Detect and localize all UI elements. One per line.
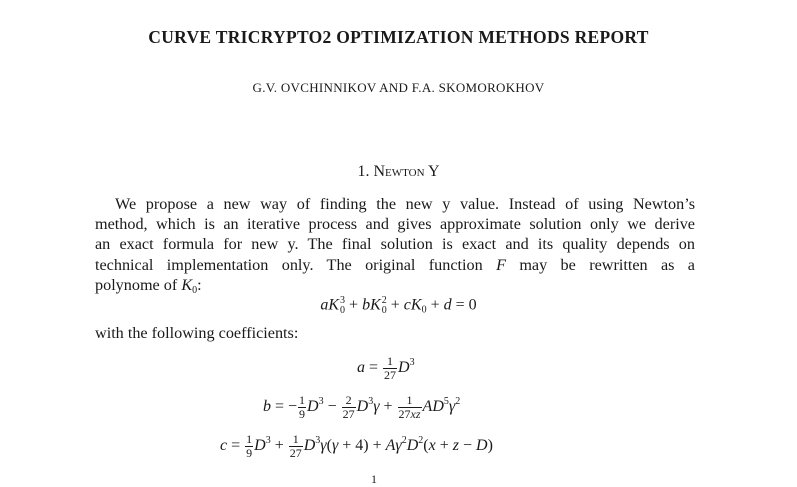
truncated-equation-fragment: 1 — [371, 472, 377, 486]
section-title: Newton Y — [373, 163, 440, 180]
coefficients-intro: with the following coefficients: — [95, 324, 299, 342]
paper-authors: G.V. OVCHINNIKOV AND F.A. SKOMOROKHOV — [252, 80, 545, 95]
intro-paragraph — [95, 194, 695, 295]
section-heading — [0, 163, 797, 181]
paragraph-line: We propose a new way of finding the new y value. Instead of using Newton’s — [115, 195, 695, 213]
coefficient-b-equation: b = − $\frac{1}{9}$ $D^3$ − $\frac{2}{27}$ $D^3\gamma$ + $\frac{1}{27xz}$ $AD^5\gamma^2$ — [263, 393, 461, 421]
coefficient-c-equation: c = $\frac{1}{9}$ $D^3$ + $\frac{1}{27}$ $D^3\gamma(\gamma + 4) + A\gamma^2D^2(x + z - D)$ — [220, 432, 493, 460]
paragraph-line: polynome of $K_0$: — [95, 275, 202, 296]
paragraph-line: technical implementation only. The original function F may be rewritten as a — [95, 255, 695, 274]
paragraph-line: an exact formula for new y. The final solution is exact and its quality depends on — [95, 235, 695, 254]
coefficient-a-equation: a = $\frac{1}{27}$ $D^3$ — [357, 354, 415, 382]
paragraph-line: method, which is an iterative process and gives approximate solution only we derive — [95, 215, 695, 234]
paper-title: CURVE TRICRYPTO2 OPTIMIZATION METHODS REPORT — [148, 27, 649, 47]
section-number: 1. — [357, 163, 370, 180]
polynomial-equation: aK 3 0 + bK 2 0 + $cK_0 + d = 0$ — [320, 295, 477, 316]
